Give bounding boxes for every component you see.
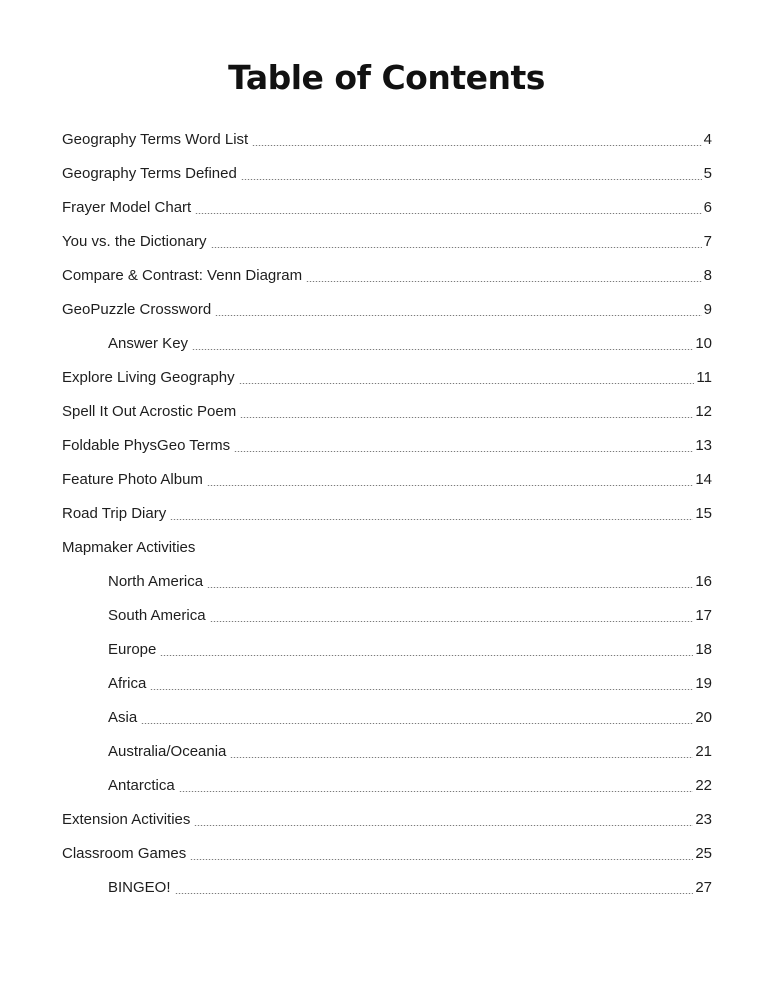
- toc-entry-page-number: 4: [703, 130, 712, 148]
- toc-entry-label: Classroom Games: [62, 844, 187, 862]
- toc-entry[interactable]: [62, 666, 712, 700]
- toc-entry-page-number: 21: [695, 742, 712, 760]
- dot-leader: [234, 451, 693, 452]
- toc-entry[interactable]: [62, 394, 712, 428]
- toc-entry-page-number: 20: [695, 708, 712, 726]
- toc-entry-page-number: 17: [695, 606, 712, 624]
- toc-entry[interactable]: [62, 734, 712, 768]
- dot-leader: [210, 621, 694, 622]
- toc-entry[interactable]: [62, 360, 712, 394]
- toc-entry-page-number: 9: [703, 300, 712, 318]
- dot-leader: [207, 587, 693, 588]
- toc-entry-label: Explore Living Geography: [62, 368, 235, 386]
- toc-entry-page-number: 16: [695, 572, 712, 590]
- dot-leader: [240, 417, 693, 418]
- dot-leader: [241, 179, 702, 180]
- dot-leader: [192, 349, 693, 350]
- toc-entry[interactable]: [62, 870, 712, 904]
- toc-entry[interactable]: [62, 700, 712, 734]
- dot-leader: [306, 281, 702, 282]
- dot-leader: [211, 247, 702, 248]
- toc-entry[interactable]: [62, 768, 712, 802]
- dot-leader: [170, 519, 693, 520]
- toc-entry[interactable]: [62, 598, 712, 632]
- toc-entry-page-number: 18: [695, 640, 712, 658]
- toc-entry-page-number: 10: [695, 334, 712, 352]
- toc-entry-label: Extension Activities: [62, 810, 191, 828]
- toc-entry-label: Geography Terms Defined: [62, 164, 237, 182]
- toc-entry-label: You vs. the Dictionary: [62, 232, 207, 250]
- toc-entry-label: Antarctica: [108, 776, 175, 794]
- dot-leader: [207, 485, 693, 486]
- toc-entry-page-number: 8: [703, 266, 712, 284]
- toc-entry-label: Foldable PhysGeo Terms: [62, 436, 231, 454]
- toc-entry-label: South America: [108, 606, 206, 624]
- toc-entry-label: Africa: [108, 674, 147, 692]
- toc-entry-label: Asia: [108, 708, 138, 726]
- dot-leader: [215, 315, 701, 316]
- page-title: Table of Contents: [228, 58, 545, 98]
- toc-entry-label: Europe: [108, 640, 157, 658]
- toc-entry[interactable]: [62, 190, 712, 224]
- toc-entry-page-number: 7: [703, 232, 712, 250]
- toc-entry[interactable]: [62, 326, 712, 360]
- toc-entry[interactable]: [62, 122, 712, 156]
- toc-entry-page-number: 11: [696, 368, 712, 386]
- dot-leader: [175, 893, 694, 894]
- toc-entry[interactable]: [62, 564, 712, 598]
- toc-entry[interactable]: [62, 224, 712, 258]
- toc-entry[interactable]: [62, 632, 712, 666]
- toc-entry-label: Answer Key: [108, 334, 189, 352]
- toc-entry-label: Frayer Model Chart: [62, 198, 192, 216]
- toc-entry-page-number: 15: [695, 504, 712, 522]
- toc-entry[interactable]: [62, 292, 712, 326]
- toc-entry-label: BINGEO!: [108, 878, 171, 896]
- toc-entry[interactable]: [62, 156, 712, 190]
- table-of-contents: [62, 122, 712, 904]
- dot-leader: [252, 145, 701, 146]
- toc-entry-page-number: 23: [695, 810, 712, 828]
- toc-entry-label: Road Trip Diary: [62, 504, 167, 522]
- toc-entry[interactable]: [62, 496, 712, 530]
- toc-entry-page-number: 14: [695, 470, 712, 488]
- toc-entry-label: North America: [108, 572, 204, 590]
- toc-entry-page-number: 6: [703, 198, 712, 216]
- toc-entry[interactable]: [62, 258, 712, 292]
- dot-leader: [230, 757, 693, 758]
- toc-entry-label: Feature Photo Album: [62, 470, 203, 488]
- toc-entry[interactable]: [62, 462, 712, 496]
- dot-leader: [150, 689, 693, 690]
- toc-entry-label: GeoPuzzle Crossword: [62, 300, 212, 318]
- toc-entry-page-number: 27: [695, 878, 712, 896]
- toc-entry[interactable]: [62, 836, 712, 870]
- toc-entry-label: Geography Terms Word List: [62, 130, 249, 148]
- toc-entry-label: Spell It Out Acrostic Poem: [62, 402, 237, 420]
- toc-entry-label: Australia/Oceania: [108, 742, 227, 760]
- toc-entry[interactable]: [62, 802, 712, 836]
- toc-entry-page-number: 12: [695, 402, 712, 420]
- dot-leader: [179, 791, 694, 792]
- toc-entry-page-number: 19: [695, 674, 712, 692]
- toc-entry-page-number: 13: [695, 436, 712, 454]
- toc-entry-page-number: 25: [695, 844, 712, 862]
- toc-entry-page-number: 5: [703, 164, 712, 182]
- toc-entry-label: Mapmaker Activities: [62, 538, 196, 556]
- toc-entry-label: Compare & Contrast: Venn Diagram: [62, 266, 303, 284]
- dot-leader: [141, 723, 693, 724]
- toc-entry[interactable]: [62, 530, 712, 564]
- dot-leader: [239, 383, 695, 384]
- toc-entry[interactable]: [62, 428, 712, 462]
- dot-leader: [160, 655, 693, 656]
- dot-leader: [195, 213, 701, 214]
- toc-entry-page-number: 22: [695, 776, 712, 794]
- dot-leader: [194, 825, 693, 826]
- dot-leader: [190, 859, 693, 860]
